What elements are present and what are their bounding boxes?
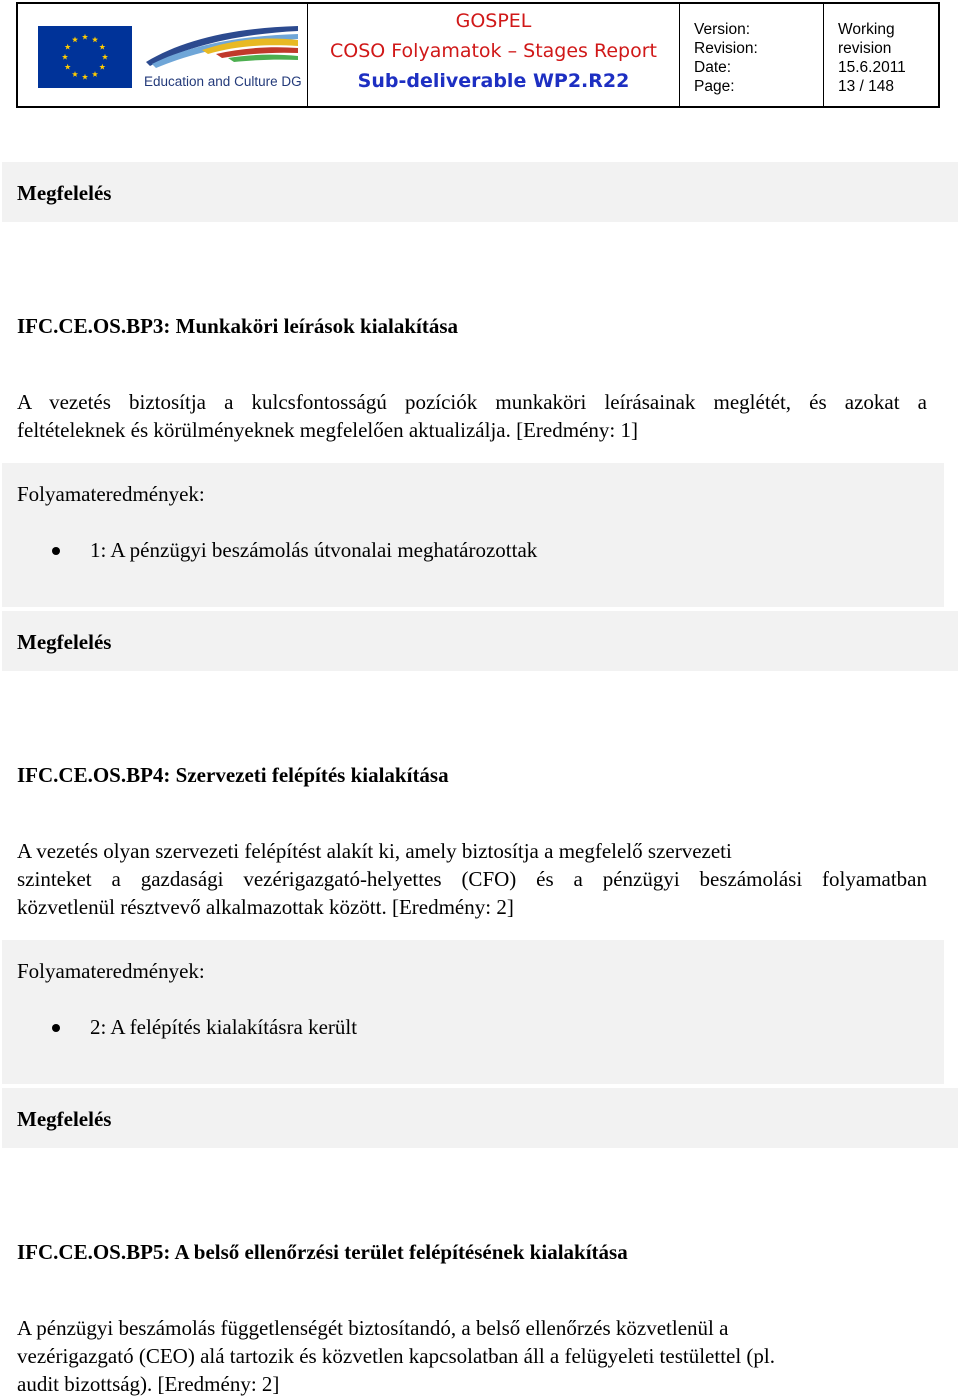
section-text-bp4 (17, 837, 927, 921)
text-line: A vezetés olyan szervezeti felépítést alakít ki, amely biztosítja a megfelelő szervezeti (17, 839, 732, 863)
text-line: feltételeknek és körülményeknek megfelelően aktualizálja. [Eredmény: 1] (17, 418, 638, 442)
logo-cell (18, 4, 308, 106)
compliance-heading: Megfelelés (17, 181, 112, 205)
section-text-bp3 (17, 388, 927, 444)
document-header (16, 2, 940, 108)
report-title: COSO Folyamatok – Stages Report (330, 40, 657, 62)
results-label-bp4: Folyamateredmények: (17, 959, 205, 983)
revision-label: Revision: (694, 40, 758, 57)
date-value: 15.6.2011 (838, 59, 906, 76)
version-label: Version: (694, 21, 751, 38)
bullet-icon (52, 1024, 60, 1032)
revision-value: revision (838, 40, 892, 57)
compliance-band (2, 162, 958, 222)
bullet-icon (52, 547, 60, 555)
section-title-bp4: IFC.CE.OS.BP4: Szervezeti felépítés kialakítása (17, 763, 449, 787)
meta-labels (680, 4, 824, 106)
text-line: audit bizottság). [Eredmény: 2] (17, 1372, 280, 1396)
page-value: 13 / 148 (838, 78, 895, 95)
compliance-band (2, 1088, 958, 1148)
project-name: GOSPEL (455, 10, 532, 32)
text-line: szinteket a gazdasági vezérigazgató-helyettes (CFO) és a pénzügyi beszámolási folyamatban (17, 867, 927, 891)
section-title-bp5: IFC.CE.OS.BP5: A belső ellenőrzési terület felépítésének kialakítása (17, 1240, 628, 1264)
version-value: Working (838, 21, 895, 38)
logo-caption: Education and Culture DG (144, 74, 302, 89)
report-title-cell (308, 4, 680, 106)
date-label: Date: (694, 59, 732, 76)
text-line: közvetlenül résztvevő alkalmazottak között. [Eredmény: 2] (17, 895, 514, 919)
results-label-bp3: Folyamateredmények: (17, 482, 205, 506)
compliance-heading: Megfelelés (17, 630, 112, 654)
text-line: A vezetés biztosítja a kulcsfontosságú pozíciók munkaköri leírásainak meglétét, és azokat a (17, 390, 927, 414)
result-item-bp4: 2: A felépítés kialakításra került (90, 1015, 358, 1039)
compliance-band (2, 611, 958, 671)
result-item-bp3: 1: A pénzügyi beszámolás útvonalai meghatározottak (90, 538, 538, 562)
meta-values (824, 4, 938, 106)
compliance-heading: Megfelelés (17, 1107, 112, 1131)
eu-flag-logo (38, 26, 132, 88)
sub-deliverable: Sub-deliverable WP2.R22 (357, 70, 630, 92)
text-line: vezérigazgató (CEO) alá tartozik és közvetlen kapcsolatban áll a felügyeleti testülettel (pl. (17, 1344, 776, 1368)
education-culture-dg-logo (142, 22, 302, 70)
page-label: Page: (694, 78, 735, 95)
text-line: A pénzügyi beszámolás függetlenségét biztosítandó, a belső ellenőrzés közvetlenül a (17, 1316, 729, 1340)
section-title-bp3: IFC.CE.OS.BP3: Munkaköri leírások kialakítása (17, 314, 459, 338)
section-text-bp5 (17, 1314, 927, 1398)
